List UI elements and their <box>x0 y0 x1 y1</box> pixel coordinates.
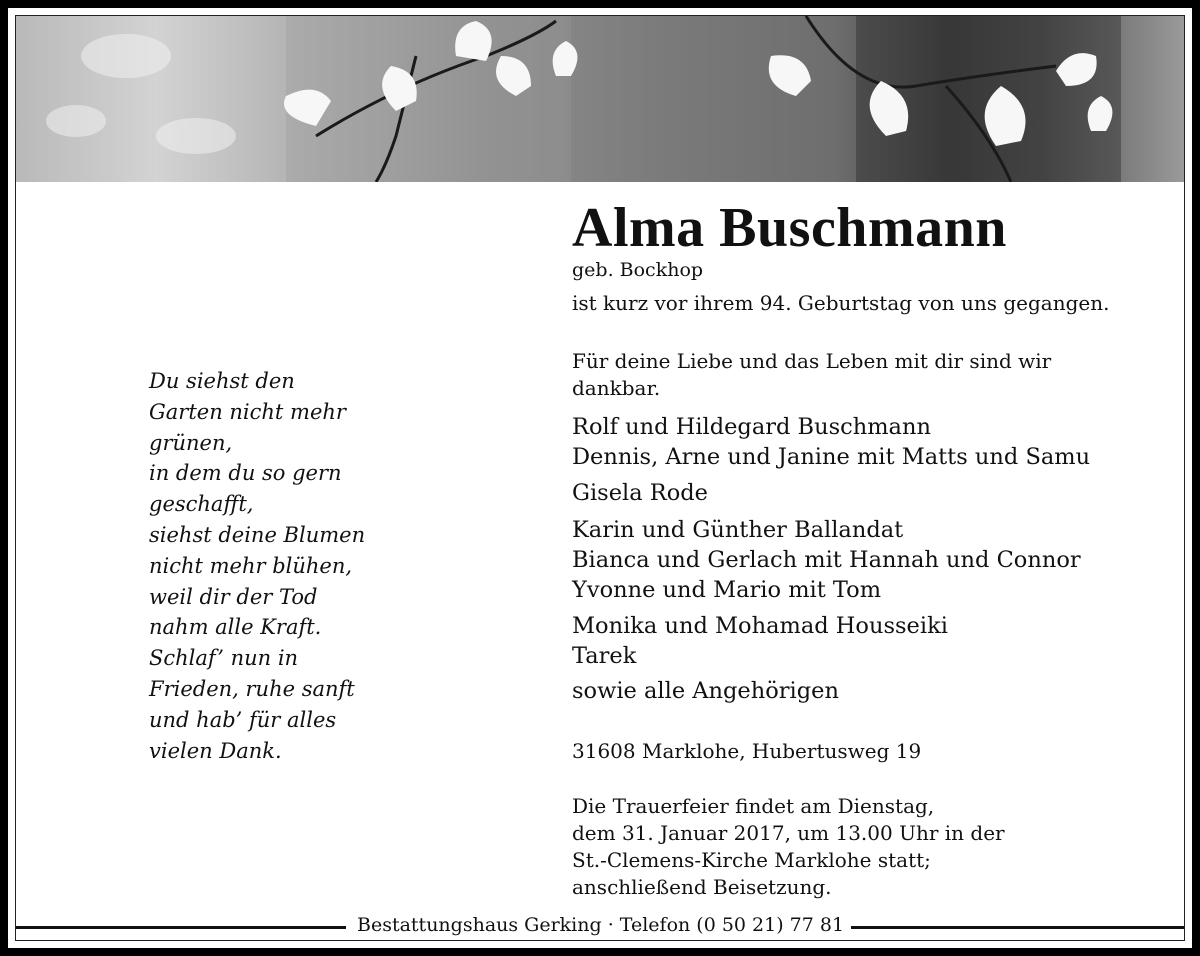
maiden-name: geb. Bockhop <box>572 259 704 281</box>
footer-rule-left <box>16 926 346 929</box>
mourner-line: Monika und Mohamad Housseiki <box>572 613 948 639</box>
footer-rule-right <box>851 926 1184 929</box>
poem-line: grünen, <box>149 430 233 455</box>
gratitude-text <box>572 348 1051 402</box>
mourner-group <box>572 611 948 671</box>
poem-line: Du siehst den <box>149 369 295 393</box>
gratitude-line: Für deine Liebe und das Leben mit dir sind wir <box>572 349 1052 373</box>
address-text: 31608 Marklohe, Hubertusweg 19 <box>572 739 922 763</box>
service-line: anschließend Beisetzung. <box>572 875 832 899</box>
mourner-line: sowie alle Angehörigen <box>572 678 839 704</box>
poem-line: nahm alle Kraft. <box>149 615 322 640</box>
poem-line: Schlaf’ nun in <box>149 646 299 671</box>
poem-line: vielen Dank. <box>149 738 282 763</box>
mourner-line: Rolf und Hildegard Buschmann <box>572 414 931 440</box>
gratitude-line: dankbar. <box>572 376 661 400</box>
poem-line: siehst deine Blumen <box>149 522 366 547</box>
poem-line: weil dir der Tod <box>149 584 318 609</box>
mourner-line: Bianca und Gerlach mit Hannah und Connor <box>572 547 1081 573</box>
mourner-group <box>572 412 1090 472</box>
poem-line: Frieden, ruhe sanft <box>149 676 355 701</box>
footer <box>16 914 1184 938</box>
obituary-card <box>8 8 1192 948</box>
obituary-frame <box>15 15 1185 941</box>
memorial-poem <box>149 366 365 766</box>
mourner-line: Yvonne und Mario mit Tom <box>572 577 882 603</box>
mourner-group <box>572 515 1081 605</box>
deceased-name: Alma Buschmann <box>572 197 1007 259</box>
service-details <box>572 793 1005 901</box>
service-line: Die Trauerfeier findet am Dienstag, <box>572 794 935 818</box>
poem-line: Garten nicht mehr <box>149 399 346 424</box>
mourner-group <box>572 478 708 508</box>
service-line: dem 31. Januar 2017, um 13.00 Uhr in der <box>572 821 1005 845</box>
poem-line: und hab’ für alles <box>149 707 337 732</box>
mourner-line: Karin und Günther Ballandat <box>572 517 904 543</box>
poem-line: in dem du so gern <box>149 461 342 486</box>
mourner-group <box>572 676 839 706</box>
announcement-text: ist kurz vor ihrem 94. Geburtstag von uns gegangen. <box>572 291 1110 315</box>
service-line: St.-Clemens-Kirche Marklohe statt; <box>572 848 931 872</box>
mourner-line: Dennis, Arne und Janine mit Matts und Samu <box>572 444 1091 470</box>
funeral-home-contact: Bestattungshaus Gerking · Telefon (0 50 21) 77 81 <box>353 914 848 936</box>
mourner-line: Tarek <box>572 643 637 669</box>
mourner-line: Gisela Rode <box>572 480 708 506</box>
ginkgo-banner-image <box>16 16 1184 182</box>
poem-line: nicht mehr blühen, <box>149 553 353 578</box>
poem-line: geschafft, <box>149 492 254 517</box>
